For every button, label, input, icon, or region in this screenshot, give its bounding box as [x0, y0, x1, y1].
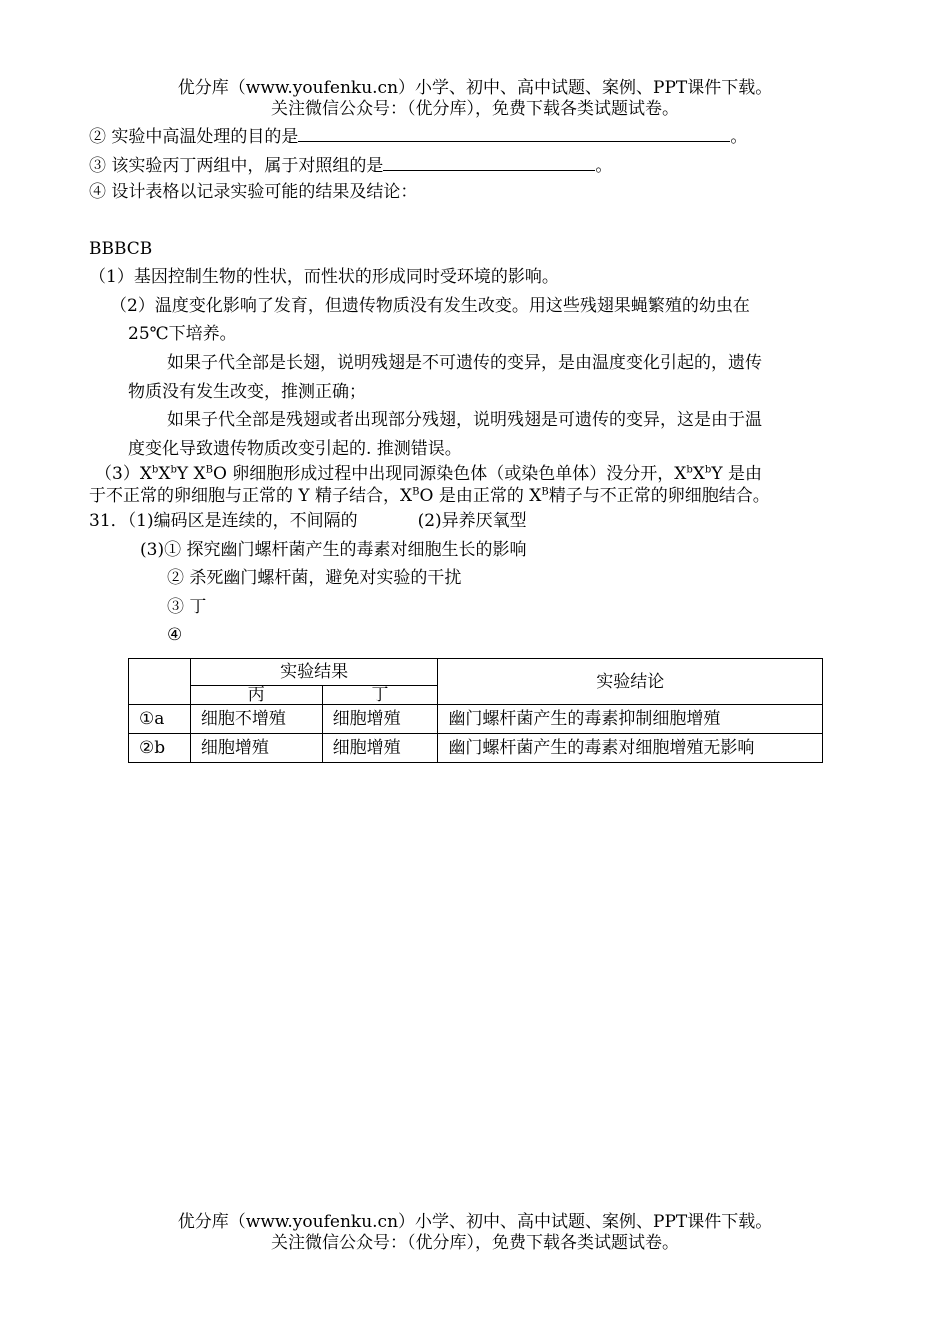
question-31-3-1: (3)① 探究幽门螺杆菌产生的毒素对细胞生长的影响: [140, 540, 527, 560]
question-3-end: 。: [595, 156, 613, 176]
choice-answers: BBBCB: [89, 239, 153, 259]
results-table: [128, 658, 823, 763]
footer-line-2: 关注微信公众号：（优分库），免费下载各类试题试卷。: [271, 1233, 679, 1253]
answer-3-line-1: [95, 463, 762, 485]
header-line-1: 优分库（www.youfenku.cn）小学、初中、高中试题、案例、PPT课件下载。: [177, 78, 773, 98]
text-span: X: [692, 464, 705, 484]
question-2-text: ② 实验中高温处理的目的是: [89, 127, 299, 147]
footer-line-1: 优分库（www.youfenku.cn）小学、初中、高中试题、案例、PPT课件下载。: [177, 1212, 773, 1232]
cell-bing: 细胞增殖: [190, 734, 322, 763]
answer-1: （1）基因控制生物的性状，而性状的形成同时受环境的影响。: [89, 267, 559, 287]
answer-3-line-2: [89, 485, 770, 507]
superscript: b: [704, 464, 712, 476]
cell-conclusion: 幽门螺杆菌产生的毒素抑制细胞增殖: [438, 705, 823, 734]
question-31-3-2: ② 杀死幽门螺杆菌，避免对实验的干扰: [167, 568, 462, 588]
cell-ding: 细胞增殖: [322, 705, 438, 734]
question-3: [89, 152, 612, 177]
row-label: ②b: [129, 734, 191, 763]
answer-2-line-3: 如果子代全部是长翅，说明残翅是不可遗传的变异，是由温度变化引起的，遗传: [167, 353, 762, 373]
text-span: Y X: [176, 464, 206, 484]
table-row: [129, 705, 823, 734]
text-span: 于不正常的卵细胞与正常的 Y 精子结合，X: [89, 486, 413, 506]
question-2-end: 。: [730, 127, 748, 147]
text-span: O 是由正常的 X: [419, 486, 542, 506]
row-label: ①a: [129, 705, 191, 734]
text-span: 精子与不正常的卵细胞结合。: [548, 486, 770, 506]
cell-bing: 细胞不增殖: [190, 705, 322, 734]
question-3-text: ③ 该实验丙丁两组中，属于对照组的是: [89, 156, 384, 176]
superscript: B: [205, 464, 213, 476]
question-4: ④ 设计表格以记录实验可能的结果及结论：: [89, 182, 418, 202]
table-row: [129, 734, 823, 763]
superscript: b: [686, 464, 693, 476]
cell-conclusion: 幽门螺杆菌产生的毒素对细胞增殖无影响: [438, 734, 823, 763]
cell-ding: 细胞增殖: [322, 734, 438, 763]
question-31-line-1: [89, 510, 527, 532]
answer-2-line-2: 25℃下培养。: [128, 324, 237, 344]
answer-2-line-4: 物质没有发生改变，推测正确；: [128, 382, 366, 402]
text-span: O 卵细胞形成过程中出现同源染色体（或染色单体）没分开，X: [212, 464, 687, 484]
question-31-3-4: ④: [167, 625, 183, 645]
answer-blank: [298, 123, 730, 142]
superscript: b: [151, 464, 159, 476]
text-span: Y 是由: [711, 464, 762, 484]
answer-2-line-1: （2）温度变化影响了发育，但遗传物质没有发生改变。用这些残翅果蝇繁殖的幼虫在: [110, 296, 750, 316]
column-ding: 丁: [322, 686, 438, 705]
question-2: [89, 123, 747, 148]
answer-2-line-5: 如果子代全部是残翅或者出现部分残翅，说明残翅是可遗传的变异，这是由于温: [167, 410, 762, 430]
superscript: B: [412, 486, 420, 498]
column-bing: 丙: [190, 686, 322, 705]
results-header: 实验结果: [190, 659, 438, 686]
q31-part-2: (2)异养厌氧型: [417, 511, 527, 531]
text-span: X: [158, 464, 171, 484]
conclusion-header: 实验结论: [438, 659, 823, 705]
superscript: B: [541, 486, 549, 498]
text-span: （3）X: [95, 464, 152, 484]
answer-2-line-6: 度变化导致遗传物质改变引起的. 推测错误。: [128, 439, 462, 459]
header-line-2: 关注微信公众号：（优分库），免费下载各类试题试卷。: [271, 99, 679, 119]
q31-part-1: 31．（1)编码区是连续的，不间隔的: [89, 511, 358, 531]
question-31-3-3: ③ 丁: [167, 597, 207, 617]
answer-blank: [383, 152, 595, 171]
superscript: b: [170, 464, 177, 476]
table-corner: [129, 659, 191, 705]
